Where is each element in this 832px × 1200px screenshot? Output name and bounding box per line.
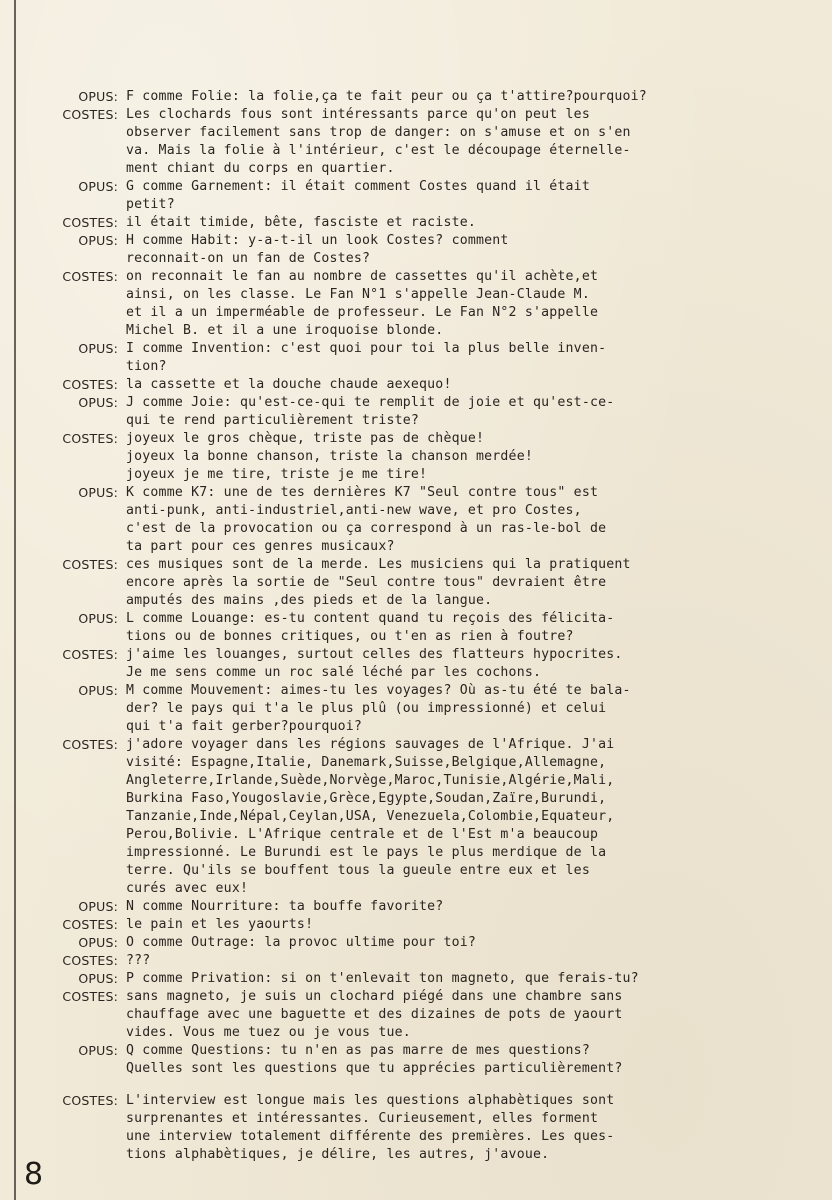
speaker-label: OPUS: — [78, 179, 118, 194]
text-line: N comme Nourriture: ta bouffe favorite? — [126, 899, 444, 914]
text-line: j'adore voyager dans les régions sauvages de l'Afrique. J'ai — [126, 737, 615, 752]
paragraph-gap — [0, 1078, 820, 1092]
text-line: tions ou de bonnes critiques, ou t'en as rien à foutre? — [126, 629, 574, 644]
text-line: surprenantes et intéressantes. Curieusement, elles forment — [126, 1111, 599, 1126]
dialogue-text — [126, 232, 820, 268]
dialogue-block — [0, 1042, 820, 1078]
dialogue-text — [126, 376, 820, 394]
text-line: il était timide, bête, fasciste et raciste. — [126, 215, 477, 230]
text-line: Michel B. et il a une iroquoise blonde. — [126, 323, 444, 338]
text-line: Je me sens comme un roc salé léché par les cochons. — [126, 665, 542, 680]
text-line: qui te rend particulièrement triste? — [126, 413, 420, 428]
speaker-label: OPUS: — [78, 1043, 118, 1058]
speaker-label: OPUS: — [78, 89, 118, 104]
dialogue-text — [126, 988, 820, 1042]
text-line: ment chiant du corps en quartier. — [126, 161, 395, 176]
dialogue-block — [0, 646, 820, 682]
dialogue-text — [126, 646, 820, 682]
text-line: Q comme Questions: tu n'en as pas marre de mes questions? — [126, 1043, 590, 1058]
text-line: impressionné. Le Burundi est le pays le plus merdique de la — [126, 845, 607, 860]
speaker-label: COSTES: — [62, 107, 118, 122]
dialogue-block — [0, 232, 820, 268]
text-line: vides. Vous me tuez ou je vous tue. — [126, 1025, 411, 1040]
dialogue-text — [126, 394, 820, 430]
dialogue-block — [0, 934, 820, 952]
text-line: qui t'a fait gerber?pourquoi? — [126, 719, 363, 734]
dialogue-text — [126, 556, 820, 610]
dialogue-block — [0, 610, 820, 646]
speaker-label: COSTES: — [62, 1093, 118, 1108]
text-line: tion? — [126, 359, 167, 374]
text-line: I comme Invention: c'est quoi pour toi la plus belle inven- — [126, 341, 607, 356]
speaker-label: OPUS: — [78, 971, 118, 986]
dialogue-block — [0, 394, 820, 430]
speaker-label: COSTES: — [62, 215, 118, 230]
speaker-label: COSTES: — [62, 989, 118, 1004]
text-line: Perou,Bolivie. L'Afrique centrale et de l'Est m'a beaucoup — [126, 827, 599, 842]
speaker-label: OPUS: — [78, 899, 118, 914]
text-line: M comme Mouvement: aimes-tu les voyages? Où as-tu été te bala- — [126, 683, 631, 698]
text-line: petit? — [126, 197, 175, 212]
dialogue-text — [126, 934, 820, 952]
speaker-label: COSTES: — [62, 377, 118, 392]
text-line: j'aime les louanges, surtout celles des flatteurs hypocrites. — [126, 647, 623, 662]
dialogue-text — [126, 106, 820, 178]
dialogue-text — [126, 736, 820, 898]
dialogue-block — [0, 430, 820, 484]
text-line: va. Mais la folie à l'intérieur, c'est le découpage éternelle- — [126, 143, 631, 158]
dialogue-block — [0, 952, 820, 970]
text-line: encore après la sortie de "Seul contre tous" devraient être — [126, 575, 607, 590]
text-line: et il a un imperméable de professeur. Le Fan N°2 s'appelle — [126, 305, 599, 320]
speaker-label: OPUS: — [78, 935, 118, 950]
speaker-label: OPUS: — [78, 395, 118, 410]
dialogue-text — [126, 610, 820, 646]
dialogue-block — [0, 682, 820, 736]
dialogue-text — [126, 484, 820, 556]
text-line: joyeux je me tire, triste je me tire! — [126, 467, 428, 482]
dialogue-text — [126, 1042, 820, 1078]
dialogue-block — [0, 736, 820, 898]
dialogue-block — [0, 178, 820, 214]
dialogue-text — [126, 214, 820, 232]
speaker-label: OPUS: — [78, 341, 118, 356]
text-line: G comme Garnement: il était comment Costes quand il était — [126, 179, 590, 194]
dialogue-block — [0, 106, 820, 178]
dialogue-block — [0, 916, 820, 934]
text-line: L'interview est longue mais les questions alphabètiques sont — [126, 1093, 615, 1108]
text-line: H comme Habit: y-a-t-il un look Costes? comment — [126, 233, 509, 248]
dialogue-block — [0, 988, 820, 1042]
text-line: sans magneto, je suis un clochard piégé dans une chambre sans — [126, 989, 623, 1004]
text-line: visité: Espagne,Italie, Danemark,Suisse,Belgique,Allemagne, — [126, 755, 607, 770]
text-line: Quelles sont les questions que tu apprécies particulièrement? — [126, 1061, 623, 1076]
text-line: anti-punk, anti-industriel,anti-new wave, et pro Costes, — [126, 503, 582, 518]
text-line: curés avec eux! — [126, 881, 249, 896]
dialogue-text — [126, 88, 820, 106]
speaker-label: OPUS: — [78, 683, 118, 698]
text-line: amputés des mains ,des pieds et de la langue. — [126, 593, 493, 608]
text-line: P comme Privation: si on t'enlevait ton magneto, que ferais-tu? — [126, 971, 639, 986]
text-line: joyeux la bonne chanson, triste la chanson merdée! — [126, 449, 533, 464]
dialogue-block — [0, 340, 820, 376]
speaker-label: OPUS: — [78, 233, 118, 248]
dialogue-block — [0, 556, 820, 610]
speaker-label: COSTES: — [62, 737, 118, 752]
text-line: la cassette et la douche chaude aexequo! — [126, 377, 452, 392]
dialogue-block — [0, 970, 820, 988]
text-line: K comme K7: une de tes dernières K7 "Seul contre tous" est — [126, 485, 599, 500]
speaker-label: COSTES: — [62, 557, 118, 572]
text-line: c'est de la provocation ou ça correspond à un ras-le-bol de — [126, 521, 607, 536]
text-line: ta part pour ces genres musicaux? — [126, 539, 395, 554]
dialogue-block — [0, 898, 820, 916]
text-line: F comme Folie: la folie,ça te fait peur ou ça t'attire?pourquoi? — [126, 89, 647, 104]
speaker-label: COSTES: — [62, 647, 118, 662]
text-line: ces musiques sont de la merde. Les musiciens qui la pratiquent — [126, 557, 631, 572]
text-line: le pain et les yaourts! — [126, 917, 314, 932]
speaker-label: COSTES: — [62, 917, 118, 932]
text-line: Burkina Faso,Yougoslavie,Grèce,Egypte,Soudan,Zaïre,Burundi, — [126, 791, 607, 806]
text-line: L comme Louange: es-tu content quand tu reçois des félicita- — [126, 611, 615, 626]
text-line: ainsi, on les classe. Le Fan N°1 s'appelle Jean-Claude M. — [126, 287, 590, 302]
text-line: Les clochards fous sont intéressants parce qu'on peut les — [126, 107, 590, 122]
text-line: observer facilement sans trop de danger: on s'amuse et on s'en — [126, 125, 631, 140]
dialogue-text — [126, 682, 820, 736]
speaker-label: OPUS: — [78, 611, 118, 626]
dialogue-text — [126, 970, 820, 988]
speaker-label: COSTES: — [62, 431, 118, 446]
text-line: der? le pays qui t'a le plus plû (ou impressionné) et celui — [126, 701, 607, 716]
speaker-label: COSTES: — [62, 953, 118, 968]
dialogue-text — [126, 268, 820, 340]
text-line: O comme Outrage: la provoc ultime pour toi? — [126, 935, 477, 950]
text-line: terre. Qu'ils se bouffent tous la gueule entre eux et les — [126, 863, 590, 878]
text-line: une interview totalement différente des premières. Les ques- — [126, 1129, 615, 1144]
dialogue-block — [0, 376, 820, 394]
dialogue-text — [126, 430, 820, 484]
text-line: chauffage avec une baguette et des dizaines de pots de yaourt — [126, 1007, 623, 1022]
text-line: ??? — [126, 953, 151, 968]
text-line: J comme Joie: qu'est-ce-qui te remplit de joie et qu'est-ce- — [126, 395, 615, 410]
text-line: on reconnait le fan au nombre de cassettes qu'il achète,et — [126, 269, 599, 284]
dialogue-text — [126, 916, 820, 934]
dialogue-text — [126, 340, 820, 376]
dialogue-text — [126, 178, 820, 214]
interview-dialogue — [0, 88, 820, 1164]
text-line: reconnait-on un fan de Costes? — [126, 251, 371, 266]
page-number: 8 — [24, 1157, 44, 1192]
text-line: tions alphabètiques, je délire, les autres, j'avoue. — [126, 1147, 550, 1162]
speaker-label: OPUS: — [78, 485, 118, 500]
dialogue-text — [126, 952, 820, 970]
dialogue-block — [0, 214, 820, 232]
dialogue-block — [0, 1092, 820, 1164]
speaker-label: COSTES: — [62, 269, 118, 284]
dialogue-block — [0, 88, 820, 106]
dialogue-block — [0, 268, 820, 340]
text-line: joyeux le gros chèque, triste pas de chèque! — [126, 431, 485, 446]
text-line: Angleterre,Irlande,Suède,Norvège,Maroc,Tunisie,Algérie,Mali, — [126, 773, 615, 788]
dialogue-block — [0, 484, 820, 556]
text-line: Tanzanie,Inde,Népal,Ceylan,USA, Venezuela,Colombie,Equateur, — [126, 809, 615, 824]
dialogue-text — [126, 1092, 820, 1164]
dialogue-text — [126, 898, 820, 916]
